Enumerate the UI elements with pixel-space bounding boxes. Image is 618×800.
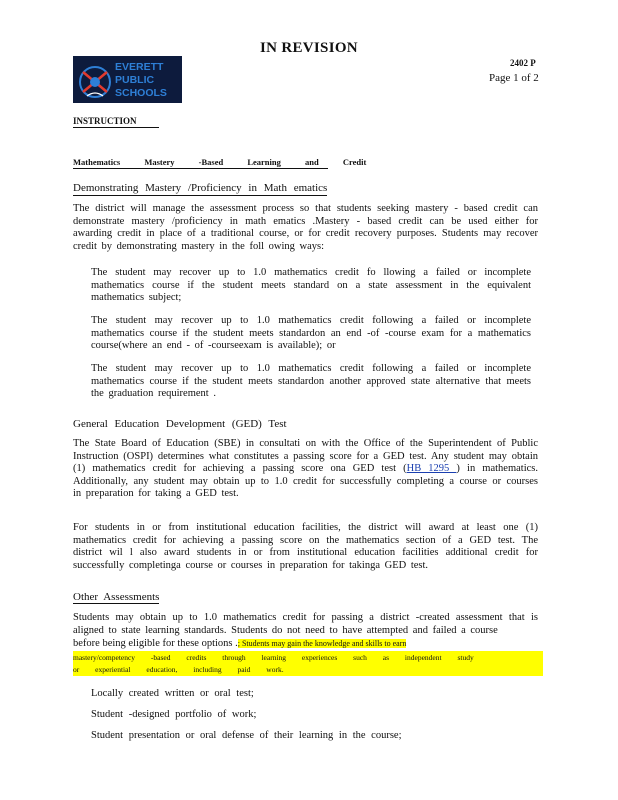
plain-text: before being eligible for these options . — [73, 638, 238, 649]
revision-status-title: IN REVISION — [260, 40, 358, 56]
district-logo — [73, 56, 182, 103]
highlighted-text: ; Students may gain the knowledge and skills to earn — [237, 639, 407, 648]
highlight-block — [73, 663, 316, 675]
paragraph-mastery-intro: The district will manage the assessment process so that students seeking mastery - based credit can demonstrate mastery /proficiency in math ematics .Mastery - based credit can be used either for awarding credit in place of a traditional course, or for credit recovery purposes. Students may recover credit by demonstrating mastery in the foll owing ways: — [73, 203, 538, 252]
heading-ged-test: General Education Development (GED) Test — [73, 418, 287, 430]
list-item — [73, 688, 254, 699]
list-item — [73, 730, 402, 741]
bullet-text: Student presentation or oral defense of their learning in the course; — [91, 730, 402, 741]
highlighted-text: or experiential education, including paid work. — [73, 665, 284, 674]
section-label: INSTRUCTION — [73, 116, 159, 128]
hb-1295-link[interactable]: HB 1295 — [406, 463, 457, 474]
policy-code: 2402 P — [510, 58, 536, 68]
bullet-text: Locally created written or oral test; — [91, 688, 254, 699]
bullet-text: The student may recover up to 1.0 mathematics credit following a failed or incomplete mathematics course if the student meets standardon an end -of -course exam for a mathematics course(where an end - of -courseexam is available); or — [91, 315, 531, 351]
paragraph-ged-institutional: For students in or from institutional education facilities, the district will award at least one (1) mathematics credit for achieving a passing score on the mathematics section of a GED test. The district wil l also award students in or from institutional education facilities additional credit for successfully completinga course or courses in preparation for takinga GED test. — [73, 522, 538, 571]
paragraph-ged-sbe — [73, 438, 538, 501]
paragraph-text: ) in mathematics. Additionally, any student may obtain up to 1.0 credit for successfully completing a course or courses in preparation for taking a GED test. — [73, 463, 538, 499]
course-title: Mathematics Mastery -Based Learning and Credit — [73, 157, 367, 167]
bullet-text: The student may recover up to 1.0 mathematics credit following a failed or incomplete mathematics course if the student meets standardon another approved state alternative that meets the graduation requirement . — [91, 363, 531, 399]
logo-line-2: PUBLIC — [115, 74, 155, 86]
highlight-line-1 — [73, 638, 538, 651]
paragraph-text: The State Board of Education (SBE) in consultati on with the Office of the Superintendent of Public Instruction (OSPI) determines what constitutes a passing score for a GED test. Any student may obtain (1) mathematics credit for achieving a passing score ona GED test ( — [73, 438, 538, 474]
bullet-text: The student may recover up to 1.0 mathematics credit fo llowing a failed or incomplete mathematics course if the student meets standard on a state assessment in the equivalent mathematics subject; — [91, 267, 531, 303]
paragraph-other-assessments: Students may obtain up to 1.0 mathematics credit for passing a district -created assessment that is aligned to state learning standards. Students do not need to have attempted and failed a course — [73, 612, 538, 636]
list-item — [73, 363, 533, 401]
heading-other-assessments: Other Assessments — [73, 591, 160, 603]
bullet-text: Student -designed portfolio of work; — [91, 709, 257, 720]
list-item — [73, 709, 256, 720]
highlighted-text: mastery/competency -based credits through learning experiences such as independent study — [73, 653, 474, 662]
logo-line-3: SCHOOLS — [115, 87, 167, 99]
list-item — [73, 267, 533, 305]
logo-line-1: EVERETT — [115, 61, 164, 73]
list-item — [73, 315, 533, 353]
page-number: Page 1 of 2 — [489, 72, 539, 84]
heading-demonstrating-mastery: Demonstrating Mastery /Proficiency in Math ematics — [73, 182, 328, 194]
